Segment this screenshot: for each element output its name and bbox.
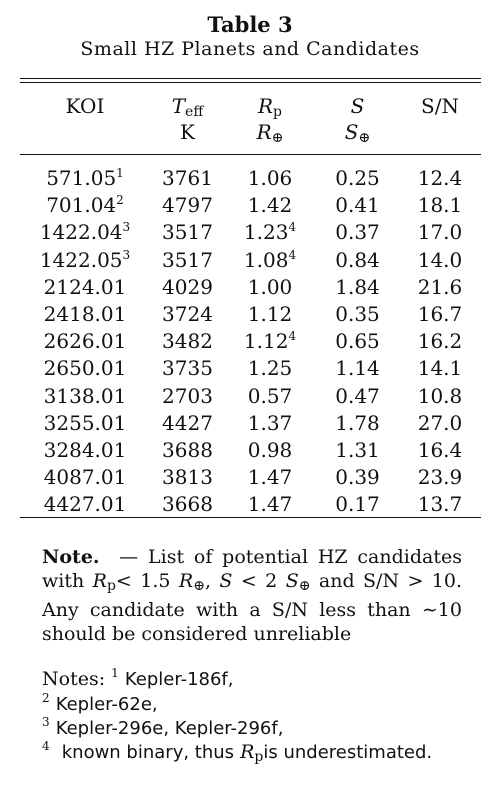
table-note <box>42 545 462 646</box>
cell-sn <box>400 275 480 299</box>
rp-unit-symbol: R <box>256 120 272 144</box>
header-s <box>315 94 400 119</box>
cell-koi <box>20 384 150 408</box>
cell-teff <box>150 329 225 353</box>
cell-s-value: 1.78 <box>335 410 380 435</box>
cell-teff-value: 3761 <box>162 166 213 190</box>
note-se-subscript: ⊕ <box>298 578 311 594</box>
cell-sn <box>400 193 480 217</box>
cell-sn-value: 14.0 <box>417 247 463 272</box>
cell-sn-value: 12.4 <box>417 166 463 190</box>
cell-rp <box>225 193 315 217</box>
cell-s <box>315 438 400 462</box>
note-text-5: and S/N > 10. Any candidate with a S/N less than ∼10 should be considered unreliable <box>42 570 463 645</box>
cell-s <box>315 465 400 489</box>
cell-rp-value: 0.98 <box>247 438 293 462</box>
cell-s-value: 0.25 <box>335 166 380 190</box>
cell-sn <box>400 384 480 408</box>
cell-rp-value: 1.37 <box>247 410 293 435</box>
cell-s-value: 0.84 <box>335 247 380 272</box>
cell-koi-footnote-mark: 3 <box>122 220 131 235</box>
cell-rp <box>225 302 315 326</box>
cell-rp <box>225 384 315 408</box>
header-teff-unit: K <box>180 120 195 144</box>
footnote-4-text-b: is underestimated. <box>263 742 433 763</box>
cell-sn <box>400 438 480 462</box>
cell-teff <box>150 302 225 326</box>
cell-koi <box>20 329 150 353</box>
header-s-unit <box>315 120 400 151</box>
cell-koi <box>20 465 150 489</box>
footnote-line-2 <box>42 692 472 717</box>
cell-teff <box>150 248 225 272</box>
rp-symbol: R <box>257 94 274 118</box>
note-text-3: , <box>204 570 211 592</box>
cell-koi-value: 3284.01 <box>43 438 127 462</box>
footnote-2-text: Kepler-62e, <box>55 694 158 715</box>
cell-rp-value: 1.06 <box>247 166 293 190</box>
header-rule <box>20 154 481 155</box>
cell-rp <box>225 329 315 353</box>
table-row <box>0 193 500 219</box>
footnote-3-mark: 3 <box>42 715 50 729</box>
cell-teff-value: 3517 <box>162 247 213 272</box>
cell-teff <box>150 384 225 408</box>
cell-s <box>315 220 400 244</box>
cell-sn <box>400 356 480 380</box>
cell-rp-value: 1.42 <box>247 193 293 218</box>
teff-symbol: T <box>171 94 186 118</box>
cell-koi <box>20 438 150 462</box>
cell-s-value: 0.47 <box>335 383 380 408</box>
cell-teff-value: 4029 <box>162 274 213 299</box>
cell-rp-value: 1.47 <box>247 465 293 490</box>
cell-rp-value: 1.47 <box>247 492 293 517</box>
cell-s-value: 0.37 <box>335 220 380 245</box>
cell-sn <box>400 411 480 435</box>
top-rule-2 <box>20 82 481 83</box>
footnote-line-3 <box>42 716 472 741</box>
cell-teff <box>150 166 225 190</box>
cell-sn-value: 23.9 <box>417 465 463 490</box>
cell-rp <box>225 220 315 244</box>
cell-rp <box>225 438 315 462</box>
footnote-4-mark: 4 <box>42 739 50 753</box>
cell-rp-footnote-mark: 4 <box>288 329 297 344</box>
footnote-1-text: Kepler-186f, <box>124 669 234 690</box>
cell-sn-value: 10.8 <box>417 383 463 408</box>
cell-koi-footnote-mark: 3 <box>122 247 131 262</box>
table-row <box>0 329 500 355</box>
cell-teff <box>150 356 225 380</box>
cell-s <box>315 302 400 326</box>
s-unit-subscript: ⊕ <box>358 130 371 146</box>
cell-s-value: 1.14 <box>335 356 380 381</box>
cell-s-value: 1.84 <box>335 274 380 299</box>
cell-s <box>315 384 400 408</box>
cell-koi <box>20 193 150 217</box>
cell-teff-value: 3724 <box>162 302 213 326</box>
cell-sn <box>400 465 480 489</box>
cell-koi-value: 4087.01 <box>43 465 127 490</box>
cell-koi-footnote-mark: 1 <box>116 166 124 180</box>
cell-teff-value: 3517 <box>162 220 213 245</box>
cell-koi-value: 2124.01 <box>43 274 127 299</box>
cell-koi <box>20 248 150 272</box>
cell-teff-value: 3813 <box>162 465 213 490</box>
cell-rp-footnote-mark: 4 <box>288 247 297 262</box>
cell-s-value: 1.31 <box>335 438 380 462</box>
note-text-1: List of potential HZ candidates with <box>42 546 462 592</box>
note-s-symbol: S <box>219 570 233 592</box>
cell-rp <box>225 248 315 272</box>
cell-teff-value: 3735 <box>162 356 213 381</box>
table-row <box>0 302 500 328</box>
cell-koi-value: 4427.01 <box>43 492 127 517</box>
table-row <box>0 248 500 274</box>
cell-teff-value: 4797 <box>162 193 213 218</box>
note-rp-subscript: p <box>106 578 116 594</box>
cell-s <box>315 248 400 272</box>
cell-sn <box>400 329 480 353</box>
cell-teff-value: 2703 <box>162 383 213 408</box>
header-rp-unit <box>225 120 315 151</box>
footnote-line-1 <box>42 667 472 692</box>
cell-koi <box>20 275 150 299</box>
cell-koi <box>20 166 150 190</box>
cell-sn-value: 16.7 <box>417 302 463 326</box>
cell-rp-value: 1.08 <box>243 247 289 272</box>
note-label: Note. <box>42 546 100 568</box>
footnote-4-symbol: R <box>240 741 255 763</box>
note-re-symbol: R <box>178 570 194 592</box>
cell-koi-value: 3138.01 <box>43 383 127 408</box>
cell-sn <box>400 220 480 244</box>
header-koi: KOI <box>65 94 105 118</box>
cell-koi <box>20 411 150 435</box>
footnote-3-text: Kepler-296e, Kepler-296f, <box>55 718 284 739</box>
cell-teff-value: 4427 <box>162 410 213 435</box>
cell-s <box>315 166 400 190</box>
cell-koi-value: 2418.01 <box>43 302 127 326</box>
cell-koi-value: 3255.01 <box>43 410 127 435</box>
cell-koi <box>20 356 150 380</box>
cell-teff <box>150 438 225 462</box>
cell-teff-value: 3482 <box>162 329 213 354</box>
cell-koi-value: 571.05 <box>46 166 117 190</box>
cell-sn-value: 16.4 <box>417 438 463 462</box>
cell-sn-value: 13.7 <box>417 492 463 517</box>
cell-rp-value: 1.12 <box>243 329 289 354</box>
table-title: Small HZ Planets and Candidates <box>80 38 420 60</box>
cell-rp <box>225 465 315 489</box>
cell-s-value: 0.35 <box>335 302 380 326</box>
notes-intro: Notes: <box>42 668 106 690</box>
table-row <box>0 384 500 410</box>
cell-rp-footnote-mark: 4 <box>288 220 297 235</box>
footnote-4-text-a: known binary, thus <box>61 742 235 763</box>
cell-koi-value: 701.04 <box>46 193 117 218</box>
cell-koi-value: 1422.04 <box>39 220 123 245</box>
table-row <box>0 465 500 491</box>
cell-teff <box>150 193 225 217</box>
cell-sn <box>400 492 480 516</box>
footnote-line-4 <box>42 740 472 769</box>
cell-teff <box>150 220 225 244</box>
cell-teff <box>150 411 225 435</box>
note-text-2: < 1.5 <box>115 570 171 592</box>
cell-koi-value: 1422.05 <box>39 247 123 272</box>
s-symbol: S <box>350 94 365 118</box>
note-rp-symbol: R <box>92 570 107 592</box>
table-label: Table 3 <box>207 12 293 37</box>
note-re-subscript: ⊕ <box>193 578 205 594</box>
cell-rp-value: 1.12 <box>247 302 293 326</box>
cell-s <box>315 492 400 516</box>
bottom-rule <box>20 517 481 518</box>
s-unit-symbol: S <box>344 120 359 144</box>
cell-rp-value: 1.23 <box>243 220 289 245</box>
header-sn: S/N <box>421 94 459 118</box>
table-row <box>0 411 500 437</box>
cell-koi <box>20 302 150 326</box>
cell-sn <box>400 248 480 272</box>
table-row <box>0 166 500 192</box>
footnote-4-subscript: p <box>254 749 264 765</box>
cell-rp <box>225 166 315 190</box>
table-row <box>0 220 500 246</box>
note-text-4: < 2 <box>240 570 278 592</box>
table-row <box>0 356 500 382</box>
cell-teff-value: 3688 <box>162 438 213 462</box>
cell-rp <box>225 411 315 435</box>
cell-rp <box>225 275 315 299</box>
cell-koi-value: 2626.01 <box>43 329 127 354</box>
cell-s <box>315 275 400 299</box>
cell-s-value: 0.39 <box>335 465 380 490</box>
cell-rp <box>225 356 315 380</box>
cell-sn-value: 27.0 <box>417 410 463 435</box>
cell-sn <box>400 166 480 190</box>
table-row <box>0 275 500 301</box>
rp-unit-subscript: ⊕ <box>271 130 284 146</box>
cell-s-value: 0.65 <box>335 329 380 354</box>
cell-teff-value: 3668 <box>162 492 213 517</box>
note-se-symbol: S <box>285 570 299 592</box>
rp-subscript: p <box>273 104 283 120</box>
cell-koi <box>20 492 150 516</box>
teff-subscript: eff <box>185 104 204 120</box>
cell-sn-value: 17.0 <box>417 220 463 245</box>
cell-s <box>315 329 400 353</box>
cell-s <box>315 411 400 435</box>
cell-s-value: 0.41 <box>335 193 380 218</box>
footnote-1-mark: 1 <box>111 666 119 680</box>
table-row <box>0 438 500 464</box>
cell-teff <box>150 492 225 516</box>
cell-koi-value: 2650.01 <box>43 356 127 381</box>
cell-sn-value: 21.6 <box>417 274 463 299</box>
cell-rp-value: 0.57 <box>247 383 293 408</box>
table-row <box>0 492 500 518</box>
cell-koi <box>20 220 150 244</box>
top-rule-1 <box>20 78 481 79</box>
cell-s <box>315 356 400 380</box>
cell-rp-value: 1.00 <box>247 274 293 299</box>
cell-sn <box>400 302 480 326</box>
cell-koi-footnote-mark: 2 <box>116 193 124 208</box>
cell-teff <box>150 275 225 299</box>
cell-teff <box>150 465 225 489</box>
cell-sn-value: 14.1 <box>417 356 463 381</box>
footnote-2-mark: 2 <box>42 691 50 705</box>
cell-rp-value: 1.25 <box>247 356 293 381</box>
cell-s-value: 0.17 <box>335 492 380 517</box>
cell-s <box>315 193 400 217</box>
cell-sn-value: 18.1 <box>417 193 463 218</box>
cell-sn-value: 16.2 <box>417 329 463 354</box>
cell-rp <box>225 492 315 516</box>
note-dash: — <box>119 546 139 568</box>
